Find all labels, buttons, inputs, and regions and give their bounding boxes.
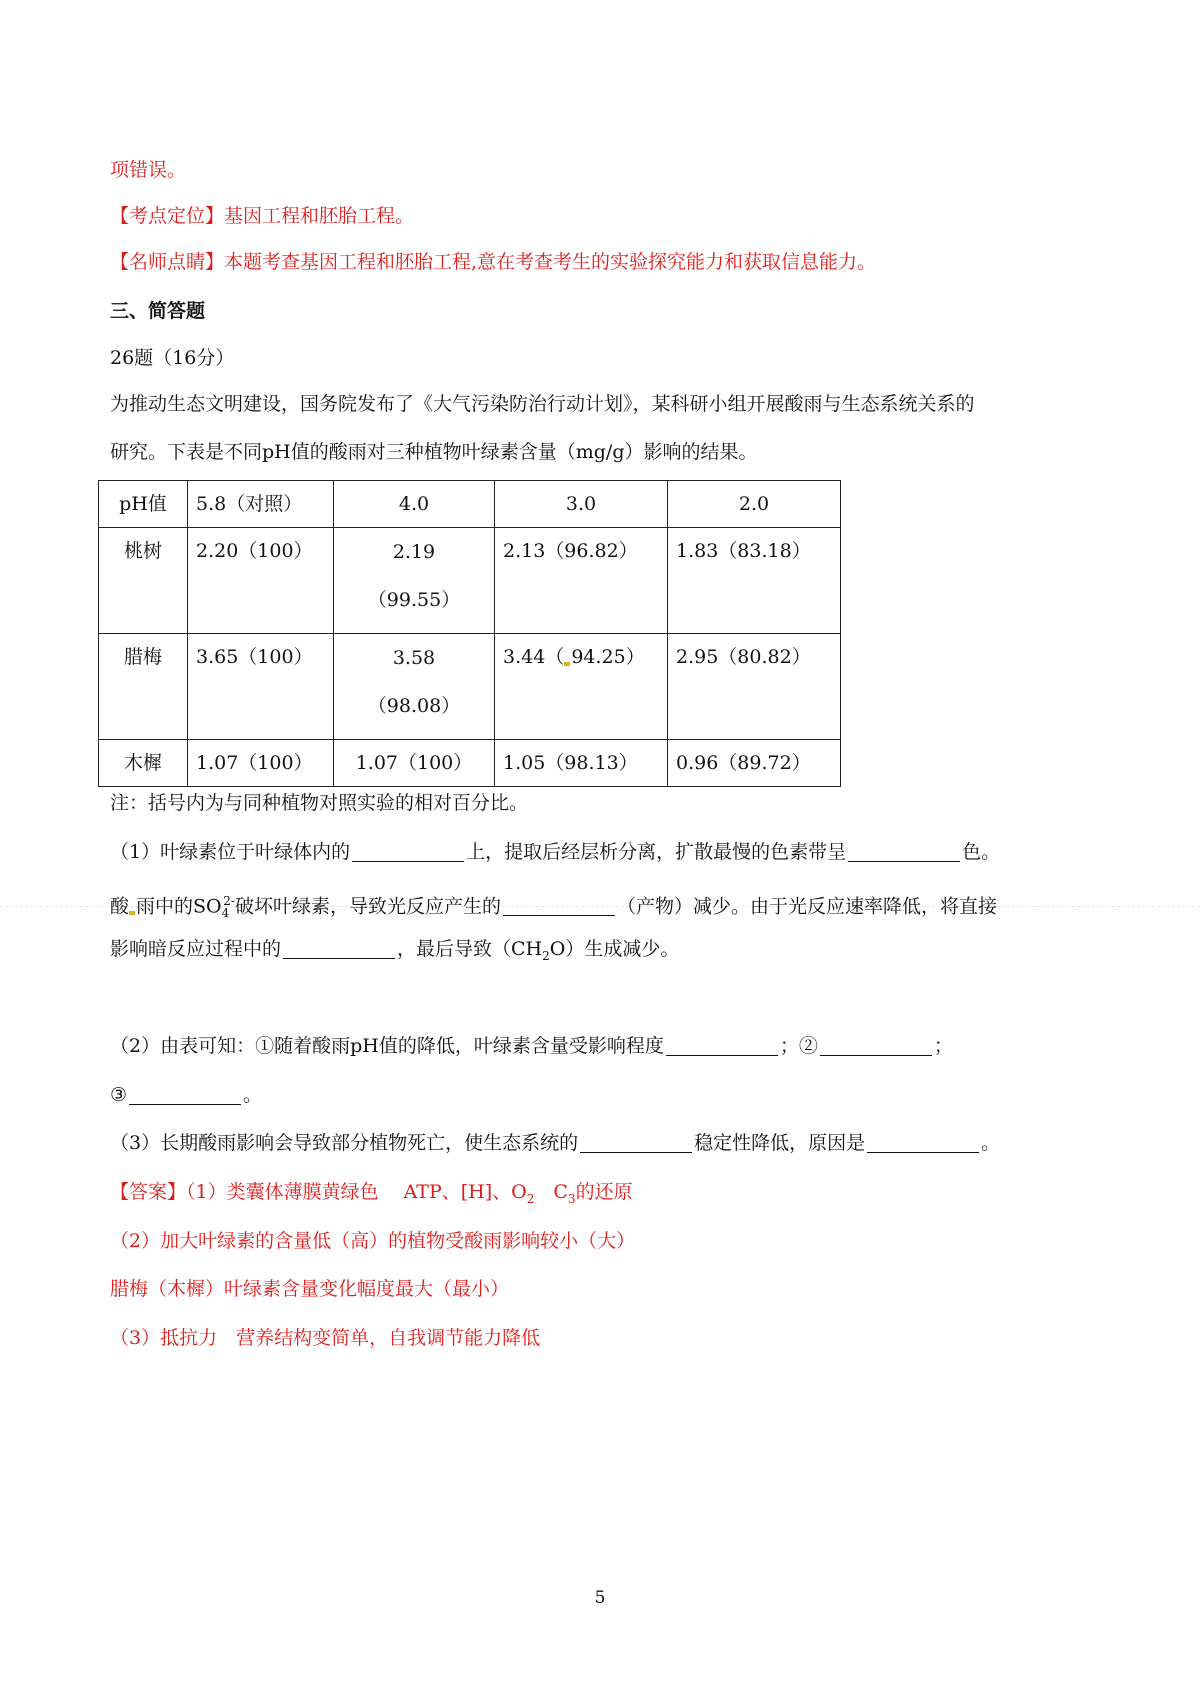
text-span: 稳定性降低，原因是 [694, 1132, 866, 1154]
cell-value: 3.58 [392, 647, 436, 669]
table-cell [334, 634, 494, 739]
answer-blank [503, 895, 615, 916]
intro-line-1: 为推动生态文明建设，国务院发布了《大气污染防治行动计划》，某科研小组开展酸雨与生态系统关系的 [110, 393, 975, 415]
answer-blank [820, 1035, 932, 1056]
cell-percent: （98.08） [367, 695, 461, 717]
table-cell: 3.65（100） [196, 646, 313, 668]
page-number: 5 [594, 1588, 606, 1608]
text-span: 【答案】（1）类囊体薄膜黄绿色 ATP、[H]、O [110, 1181, 527, 1203]
table-cell: 2.20（100） [196, 540, 313, 562]
superscript: 2- [223, 894, 235, 908]
answer-line-3: 腊梅（木樨）叶绿素含量变化幅度最大（最小） [110, 1278, 510, 1300]
exam-point-line: 【考点定位】基因工程和胚胎工程。 [110, 205, 415, 227]
table-header-cell: 3.0 [565, 493, 597, 515]
section-heading: 三、简答题 [110, 300, 206, 322]
table-cell: 1.05（98.13） [503, 752, 638, 774]
text-line: 项错误。 [110, 159, 187, 181]
cell-value: 2.19 [392, 541, 436, 563]
question-1-line-1 [110, 840, 1000, 864]
answer-blank [352, 841, 464, 862]
table-cell: 桃树 [123, 540, 162, 562]
table-cell: 1.07（100） [355, 752, 473, 774]
table-row [99, 528, 841, 634]
answer-blank [129, 1084, 241, 1105]
table-header-cell: 4.0 [398, 493, 430, 515]
text-span: 色。 [962, 841, 1001, 863]
text-span: ，最后导致（CH [397, 938, 543, 960]
table-cell: 2.13（96.82） [503, 540, 638, 562]
text-span: （2）由表可知：①随着酸雨pH值的降低，叶绿素含量受影响程度 [110, 1035, 664, 1057]
table-cell: 1.07（100） [196, 752, 313, 774]
table-header-cell: 2.0 [738, 493, 770, 515]
text-span: ③ [110, 1084, 128, 1106]
text-span: （1）叶绿素位于叶绿体内的 [110, 841, 351, 863]
table-row [99, 634, 841, 740]
answer-line-2: （2）加大叶绿素的含量低（高）的植物受酸雨影响较小（大） [110, 1230, 636, 1252]
table-cell: 2.95（80.82） [676, 646, 811, 668]
subscript: 2 [542, 948, 550, 963]
answer-blank [848, 841, 960, 862]
text-span: 破坏叶绿素，导致光反应产生的 [234, 895, 501, 918]
subscript: 2 [526, 1191, 535, 1206]
text-span: （3）长期酸雨影响会导致部分植物死亡，使生态系统的 [110, 1132, 579, 1154]
text-span: C [534, 1181, 568, 1203]
text-span: ； [933, 1035, 953, 1057]
question-number: 26题（16分） [110, 347, 235, 369]
table-cell [495, 634, 667, 680]
chlorophyll-table [98, 480, 841, 787]
table-note: 注：括号内为与同种植物对照实验的相对百分比。 [110, 792, 529, 814]
teacher-comment-line: 【名师点睛】本题考查基因工程和胚胎工程,意在考查考生的实验探究能力和获取信息能力。 [110, 251, 877, 273]
text-span: 影响暗反应过程中的 [110, 938, 282, 960]
text-span: O）生成减少。 [549, 938, 680, 960]
text-span: 。 [243, 1084, 263, 1106]
text-span: 雨中的SO [136, 895, 222, 918]
cell-percent: （99.55） [367, 589, 461, 611]
question-2-line-1 [110, 1034, 953, 1058]
answer-line-4: （3）抵抗力 营养结构变简单，自我调节能力降低 [110, 1327, 541, 1349]
subscript: 4 [221, 906, 230, 921]
text-span: 的还原 [575, 1181, 633, 1203]
answer-line-1 [110, 1180, 633, 1211]
table-header-row [99, 481, 841, 528]
intro-line-2: 研究。下表是不同pH值的酸雨对三种植物叶绿素含量（mg/g）影响的结果。 [110, 441, 758, 463]
table-cell: 木樨 [123, 752, 162, 774]
question-2-line-2 [110, 1083, 262, 1107]
answer-blank [867, 1132, 979, 1153]
subscript: 3 [567, 1191, 576, 1206]
question-3-line [110, 1131, 1000, 1155]
cell-value-part: 94.25） [571, 646, 645, 668]
answer-blank [580, 1132, 692, 1153]
cell-value-part: 3.44（ [503, 646, 565, 668]
question-1-line-2 [110, 889, 997, 925]
table-cell [334, 528, 494, 633]
text-span: （产物）减少。由于光反应速率降低，将直接 [616, 895, 997, 918]
edit-marker-icon [129, 911, 135, 915]
answer-blank [283, 938, 395, 959]
table-row [99, 740, 841, 787]
text-span: 酸 [110, 895, 130, 918]
answer-blank [666, 1035, 778, 1056]
edit-marker-icon [564, 662, 570, 666]
table-header-cell: 5.8（对照） [196, 493, 303, 515]
question-1-line-3 [110, 937, 679, 968]
table-cell: 腊梅 [123, 646, 162, 668]
text-span: 上，提取后经层析分离，扩散最慢的色素带呈 [466, 841, 847, 863]
text-span: ；② [779, 1035, 818, 1057]
text-span: 。 [981, 1132, 1001, 1154]
table-cell: 1.83（83.18） [676, 540, 811, 562]
table-header-cell: pH值 [119, 493, 167, 515]
table-cell: 0.96（89.72） [676, 752, 811, 774]
